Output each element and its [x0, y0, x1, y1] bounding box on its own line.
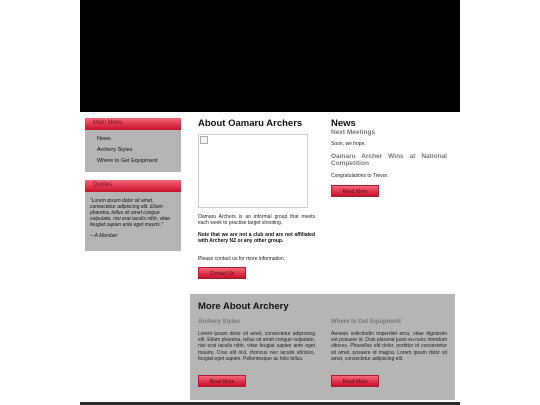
about-note: Note that we are not a club and are not affiliated with Archery NZ or any other group. — [198, 232, 315, 245]
news-title: News — [331, 118, 356, 129]
about-title: About Oamaru Archers — [198, 118, 303, 129]
broken-image-icon — [200, 136, 208, 144]
archery-styles-read-more-button[interactable]: Read More — [198, 375, 246, 387]
about-intro: Oamaru Archers is an informal group that meets each week to practise target shooting. — [198, 214, 315, 227]
about-image — [198, 134, 308, 208]
about-contact-text: Please contact us for more information. — [198, 256, 285, 262]
news-subtitle: Next Meetings — [331, 129, 376, 136]
news-soon-text: Soon, we hope. — [331, 141, 366, 147]
quotes-heading: Quotes — [85, 180, 181, 192]
menu-item-news[interactable]: News — [97, 136, 111, 142]
equipment-read-more-button[interactable]: Read More — [331, 375, 379, 387]
more-about-title: More About Archery — [198, 301, 289, 312]
quote-author: -- A Member — [90, 233, 118, 239]
quotes-box — [85, 192, 181, 251]
more-about-panel — [190, 294, 455, 400]
menu-item-where-to-get-equipment[interactable]: Where to Get Equipment — [97, 158, 158, 164]
header-banner — [80, 0, 460, 112]
equipment-text: Aenean sollicitudin imperdiet arcu, vitae dignissim est posuere id. Duis placerat justo eu nunc interdum ultrices. Phasellus elit dolor, porttitor id consectetur sit amet, posuere id magna. Lorem ipsum dolor sit amet, consectetur adipiscing elit. — [331, 331, 447, 362]
quote-text: "Lorem ipsum dolor sit amet, consectetur adipiscing elit. Etiam pharetra, tellus sit amet congue vulputate, nisi erat iaculis nibh, vitae feugiat sapien ante eget mauris." — [90, 198, 171, 228]
equipment-heading: Where to Get Equipment — [331, 319, 402, 325]
news-congrats-text: Congratulations to Trevor. — [331, 173, 389, 179]
main-menu-heading: Main Menu — [85, 118, 181, 130]
news-headline: Oamaru Archer Wins at National Competition — [331, 153, 447, 168]
archery-styles-text: Lorem ipsum dolor sit amet, consectetur adipiscing elit. Etiam pharetra, tellus sit amet congue vulputate, nisi erat iaculis nibh, vitae feugiat sapien ante eget mauris. Cras elit nisl, rhoncus nec iaculis ultricies, feugiat eget sapien. Pellentesque ac felis tellus. — [198, 331, 315, 362]
archery-styles-heading: Archery Styles — [198, 319, 241, 325]
main-menu — [85, 130, 181, 172]
menu-item-archery-styles[interactable]: Archery Styles — [97, 147, 133, 153]
contact-us-button[interactable]: Contact Us — [198, 267, 246, 279]
page-frame — [80, 0, 460, 405]
news-read-more-button[interactable]: Read More — [331, 185, 379, 197]
